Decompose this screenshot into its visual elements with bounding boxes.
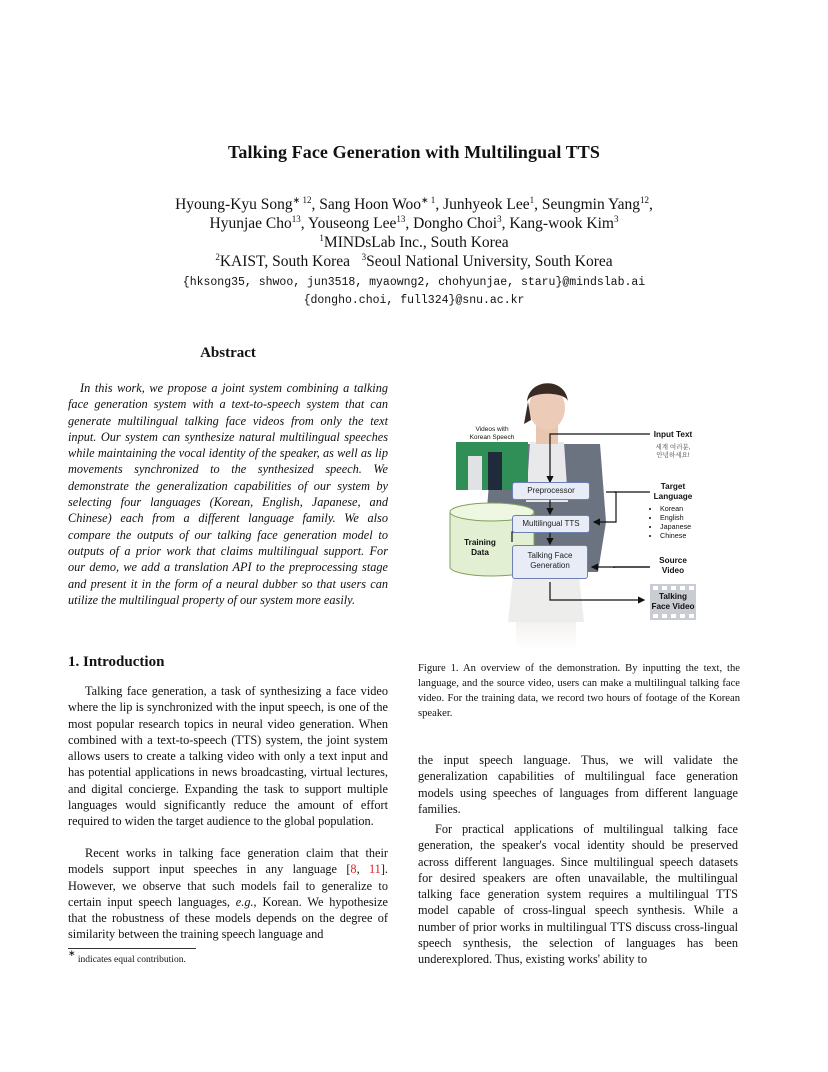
author-name: , Kang-wook Kim xyxy=(501,215,614,232)
videos-label-line: Korean Speech xyxy=(469,434,515,441)
author-sup: 13 xyxy=(291,214,301,224)
author-name: , Seungmin Yang xyxy=(534,196,641,213)
talking-face-generation-box xyxy=(512,545,588,579)
author-sup: 3 xyxy=(613,214,619,224)
talking-face-video-label xyxy=(644,592,702,612)
affiliation-1 xyxy=(0,234,828,252)
author-name: Hyoung-Kyu Song xyxy=(175,196,293,213)
affiliation-name: KAIST, South Korea xyxy=(219,253,350,270)
text-run: ]. However, we observe that such models fail to generalize to certain input speech languages, xyxy=(68,862,388,909)
author-name: , Sang Hoon Woo xyxy=(311,196,422,213)
footnote-text: indicates equal contribution. xyxy=(75,955,186,965)
affiliation-name: Seoul National University, South Korea xyxy=(366,253,613,270)
affiliation-sup: 3 xyxy=(361,252,367,262)
language-list xyxy=(646,504,691,540)
footnote-rule xyxy=(68,948,196,949)
author-sup: ∗ 1 xyxy=(421,195,436,205)
abstract-text: In this work, we propose a joint system combining a talking face generation system with a text-to-speech system that can generate multilingual talking face videos from only the text input. Our system can synthesize natural multilingual speeches while maintaining the vocal identity of the speaker, as well as lip movements synchronized to the synthesized speech. We demonstrate the generalization capabilities of our system by selecting four languages (Korean, English, Japanese, and Chinese) each from a different language family. We also compare the outputs of our talking face generation model to outputs of a prior work that claims multilingual support. For our demo, we add a translation API to the preprocessing stage and present it in the form of a neural dubber so that users can utilize the multilingual property of our system more easily. xyxy=(68,381,388,607)
preprocessor-box: Preprocessor xyxy=(512,482,590,500)
tfg-line: Talking Face xyxy=(527,551,573,560)
text-run: , Korean. We hypothesize that the robustness of these models depends on the degree of similarity between the training speech language and xyxy=(68,894,388,942)
talking-face-video-line: Face Video xyxy=(651,602,695,611)
intro-paragraph-1: Talking face generation, a task of synthesizing a face video where the lip is synchronized with the input speech, is one of the most popular research topics in neural video generation. When combined with a text-to-speech (TTS) system, the joint system allows users to create a talking video with only a text input and has potential applications in news broadcasting, virtual lectures, and digital concierge. Expanding the task to support multiple languages would significantly reduce the amount of effort required to widen the target audience to the global population. xyxy=(68,684,388,829)
author-name: , xyxy=(649,196,653,213)
right-paragraph-1: the input speech language. Thus, we will validate the generalization capabilities of multilingual face generation models using speeches of languages from different language families. xyxy=(418,753,738,816)
author-line-2 xyxy=(0,215,828,233)
author-name: , Youseong Lee xyxy=(300,215,397,232)
author-sup: 3 xyxy=(497,214,502,224)
talking-face-video-line: Talking xyxy=(658,592,688,601)
right-paragraph-2: For practical applications of multilingual talking face generation, the speaker's vocal identity should be preserved across different languages. Since multilingual speech datasets for desired speakers are often unavailable, the multilingual talking face generation system requires a multilingual TTS model capable of cross-lingual speech synthesis. While a number of prior works in multilingual TTS discuss cross-lingual speech synthesis, the selection of languages has been underexplored. Thus, existing works' ability to xyxy=(418,822,738,967)
target-language-label xyxy=(646,482,700,502)
email-line-1: {hksong35, shwoo, jun3518, myaowng2, chohyunjae, staru}@mindslab.ai xyxy=(182,276,646,289)
author-sup: ∗ 12 xyxy=(292,195,312,205)
multilingual-tts-box: Multilingual TTS xyxy=(512,515,590,533)
affiliation-name: MINDsLab Inc., South Korea xyxy=(323,234,509,251)
footnote xyxy=(68,948,186,965)
introduction-heading: 1. Introduction xyxy=(68,654,165,670)
input-text-label: Input Text xyxy=(653,430,693,439)
figure-1 xyxy=(418,372,740,650)
paper-title: Talking Face Generation with Multilingual TTS xyxy=(227,142,601,162)
affiliation-sup: 1 xyxy=(319,233,324,243)
text-run: , xyxy=(356,862,369,877)
videos-label xyxy=(454,426,530,442)
training-data-line: Data xyxy=(471,548,489,557)
videos-label-line: Videos with xyxy=(475,426,509,433)
citation-link[interactable]: 11 xyxy=(368,862,381,877)
intro-paragraph-2 xyxy=(68,845,388,943)
training-data-line: Training xyxy=(464,538,496,547)
target-language-line: Language xyxy=(653,492,693,501)
footnote-sup: ∗ xyxy=(68,948,76,958)
language-item: • Chinese xyxy=(660,531,691,540)
author-name: , Junhyeok Lee xyxy=(435,196,530,213)
author-name: Hyunjae Cho xyxy=(209,215,292,232)
source-video-line: Source xyxy=(659,556,687,565)
language-item: • Korean xyxy=(660,504,691,513)
input-text-sample xyxy=(646,444,700,460)
author-sup: 12 xyxy=(640,195,650,205)
input-text-sample-line: 안녕하세요! xyxy=(656,452,690,459)
text-run: Recent works in talking face generation claim that their models support input speeches in any language [ xyxy=(68,846,388,877)
figure-caption: Figure 1. An overview of the demonstration. By inputting the text, the language, and the source video, users can make a multilingual talking face video. For the training data, we record two hours of footage of the Korean speaker. xyxy=(418,663,740,719)
author-sup: 13 xyxy=(396,214,406,224)
citation-link[interactable]: 8 xyxy=(350,862,357,877)
source-video-line: Video xyxy=(661,566,685,575)
input-text-sample-line: 세계 여러분, xyxy=(655,444,691,451)
training-data-label xyxy=(454,538,506,558)
author-sup: 1 xyxy=(529,195,535,205)
target-language-line: Target xyxy=(660,482,686,491)
language-item: • English xyxy=(660,513,691,522)
author-name: , Dongho Choi xyxy=(405,215,498,232)
source-video-label xyxy=(644,556,702,576)
tfg-line: Generation xyxy=(530,561,570,570)
email-line-2: {dongho.choi, full324}@snu.ac.kr xyxy=(303,294,525,307)
abstract-heading: Abstract xyxy=(200,345,256,361)
affiliation-2-3 xyxy=(0,253,828,271)
author-line-1 xyxy=(0,196,828,214)
text-run: e.g. xyxy=(235,894,254,909)
affiliation-sup: 2 xyxy=(215,252,220,262)
language-item: • Japanese xyxy=(660,522,691,531)
